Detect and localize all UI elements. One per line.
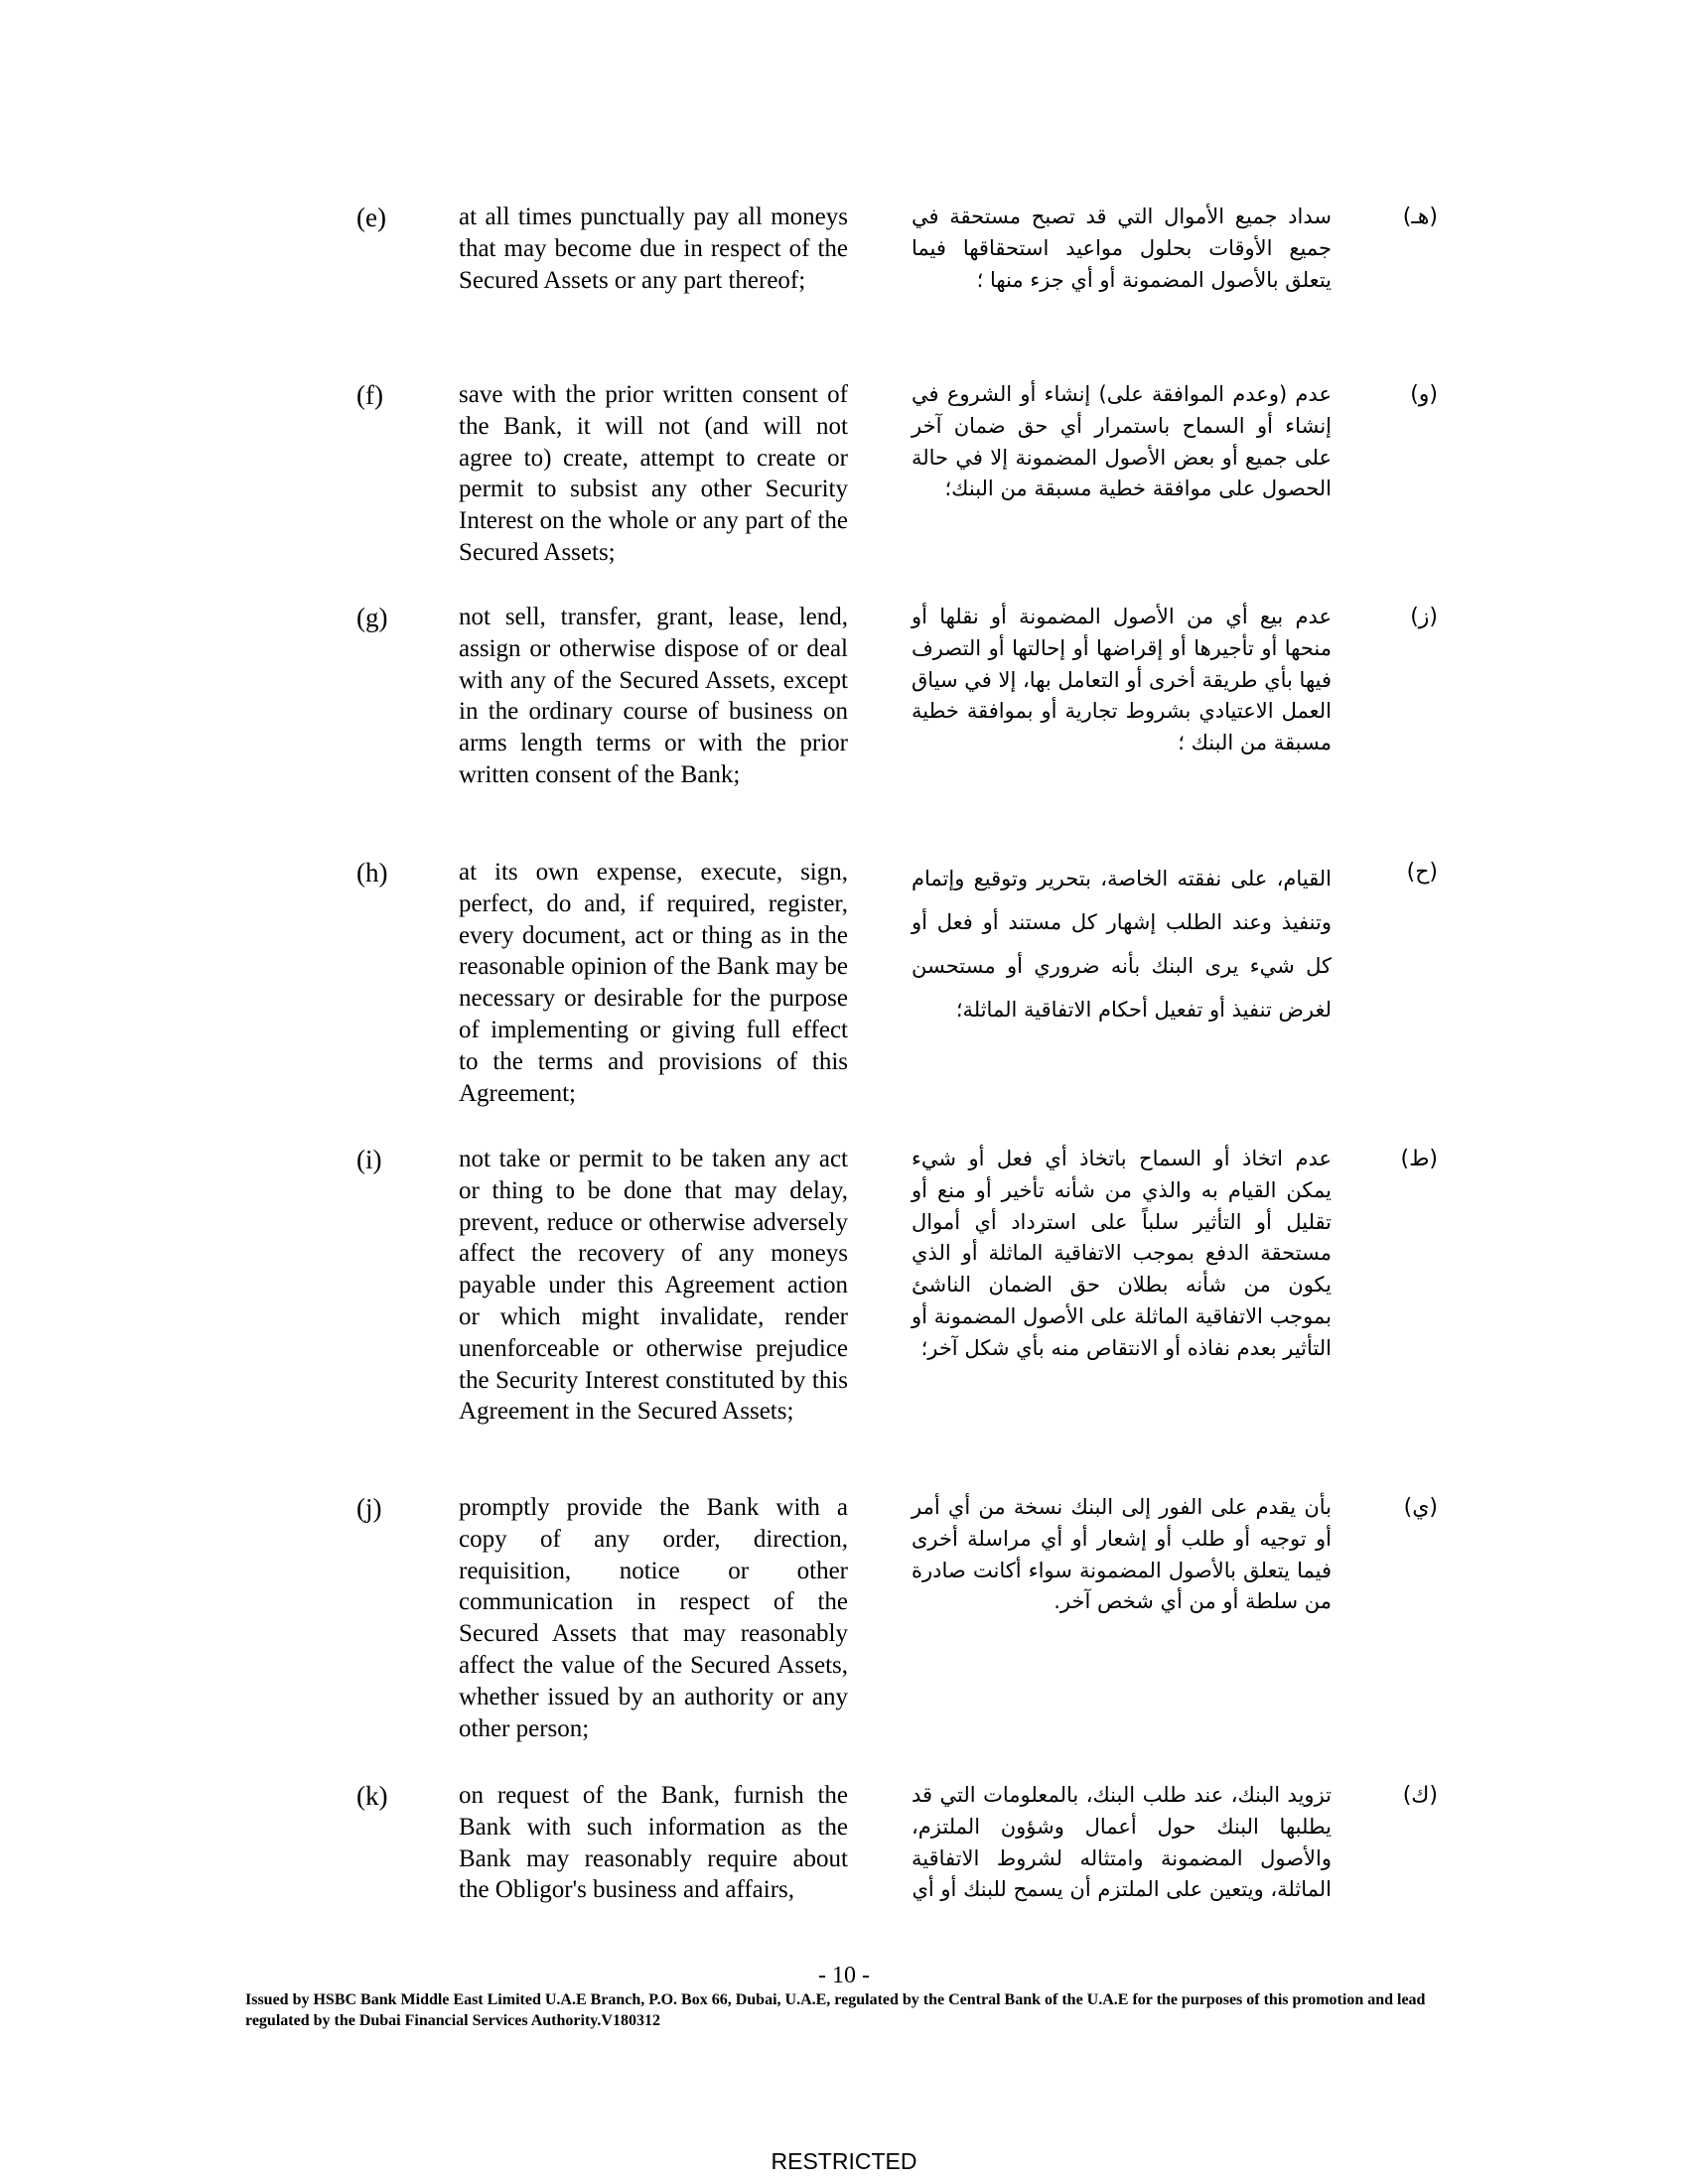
- clause-label-ar: (ط): [1400, 1147, 1438, 1171]
- clause-label-ar: (ي): [1403, 1495, 1438, 1520]
- page-number: - 10 -: [818, 1963, 870, 1988]
- clause-text-ar: بأن يقدم على الفور إلى البنك نسخة من أي أمر أو توجيه أو طلب أو إشعار أو أي مراسلة أخرى فيما يتعلق بالأصول المضمونة سواء أكانت صادرة من سلطة أو من أي شخص آخر.: [912, 1495, 1332, 1614]
- clause-text-ar: عدم بيع أي من الأصول المضمونة أو نقلها أو منحها أو تأجيرها أو إقراضها أو إحالتها أو التصرف فيها بأي طريقة أخرى أو التعامل بها، إلا في سياق العمل الاعتيادي بشروط تجارية أو بموافقة خطية مسبقة من البنك ؛: [912, 605, 1332, 755]
- clause-label-ar: (و): [1410, 382, 1438, 407]
- clause-label-en: (f): [356, 380, 383, 410]
- clause-label-en: (k): [356, 1781, 388, 1811]
- clause-text-en: not take or permit to be taken any act or thing to be done that may delay, prevent, reduce or otherwise adversely affect the recovery of any moneys payable under this Agreement action or which might invalidate, render unenforceable or otherwise prejudice the Security Interest constituted by this Agreement in the Secured Assets;: [459, 1146, 848, 1426]
- clause-label-en: (g): [356, 603, 388, 632]
- clause-text-en: promptly provide the Bank with a copy of any order, direction, requisition, notice or other communication in respect of the Secured Assets that may reasonably affect the value of the Secured Assets, whether issued by an authority or any other person;: [459, 1494, 848, 1742]
- clause-text-en: at its own expense, execute, sign, perfect, do and, if required, register, every document, act or thing as in the reasonable opinion of the Bank may be necessary or desirable for the purpose of implementing or giving full effect to the terms and provisions of this Agreement;: [459, 859, 848, 1107]
- clause-label-ar: (ح): [1406, 860, 1438, 885]
- clause-text-ar: عدم (وعدم الموافقة على) إنشاء أو الشروع في إنشاء أو السماح باستمرار أي حق ضمان آخر على جميع أو بعض الأصول المضمونة إلا في حالة الحصول على موافقة خطية مسبقة من البنك؛: [912, 382, 1332, 501]
- clause-text-en: on request of the Bank, furnish the Bank with such information as the Bank may reasonably require about the Obligor's business and affairs,: [459, 1782, 848, 1904]
- clause-label-en: (e): [356, 203, 386, 232]
- clause-text-ar: سداد جميع الأموال التي قد تصبح مستحقة في جميع الأوقات بحلول مواعيد استحقاقها فيما يتعلق بالأصول المضمونة أو أي جزء منها ؛: [912, 205, 1332, 292]
- clause-text-ar: عدم اتخاذ أو السماح باتخاذ أي فعل أو شيء يمكن القيام به والذي من شأنه تأخير أو منع أو تقليل أو التأثير سلباً على استرداد أي أموال مستحقة الدفع بموجب الاتفاقية الماثلة أو الذي يكون من شأنه بطلان حق الضمان الناشئ بموجب الاتفاقية الماثلة على الأصول المضمونة أو التأثير بعدم نفاذه أو الانتقاص منه بأي شكل آخر؛: [911, 1147, 1332, 1360]
- clause-label-en: (j): [356, 1493, 382, 1523]
- clause-label-en: (i): [356, 1145, 382, 1174]
- clause-text-ar: تزويد البنك، عند طلب البنك، بالمعلومات التي قد يطلبها البنك حول أعمال وشؤون الملتزم، والأصول المضمونة وامتثاله لشروط الاتفاقية الماثلة، ويتعين على الملتزم أن يسمح للبنك أو أي: [912, 1783, 1332, 1902]
- clause-text-ar: القيام، على نفقته الخاصة، بتحرير وتوقيع وإتمام وتنفيذ وعند الطلب إشهار كل مستند أو فعل أو كل شيء يرى البنك بأنه ضروري أو مستحسن لغرض تنفيذ أو تفعيل أحكام الاتفاقية الماثلة؛: [912, 867, 1332, 1022]
- clause-text-en: at all times punctually pay all moneys that may become due in respect of the Secured Assets or any part thereof;: [459, 204, 848, 294]
- footer-disclaimer: Issued by HSBC Bank Middle East Limited U.A.E Branch, P.O. Box 66, Dubai, U.A.E, regulated by the Central Bank of the U.A.E for the purposes of this promotion and lead regulated by the Dubai Financial Services Authority.V180312: [245, 1991, 1426, 2029]
- classification-label: RESTRICTED: [771, 2148, 917, 2174]
- clause-label-ar: (ز): [1410, 605, 1438, 629]
- clause-label-en: (h): [356, 858, 388, 887]
- clause-text-en: save with the prior written consent of the Bank, it will not (and will not agree to) create, attempt to create or permit to subsist any other Security Interest on the whole or any part of the Secured Assets;: [459, 381, 848, 566]
- clause-text-en: not sell, transfer, grant, lease, lend, assign or otherwise dispose of or deal with any of the Secured Assets, except in the ordinary course of business on arms length terms or with the prior written consent of the Bank;: [459, 604, 848, 788]
- clause-label-ar: (هـ): [1402, 205, 1438, 229]
- clause-label-ar: (ك): [1402, 1783, 1438, 1808]
